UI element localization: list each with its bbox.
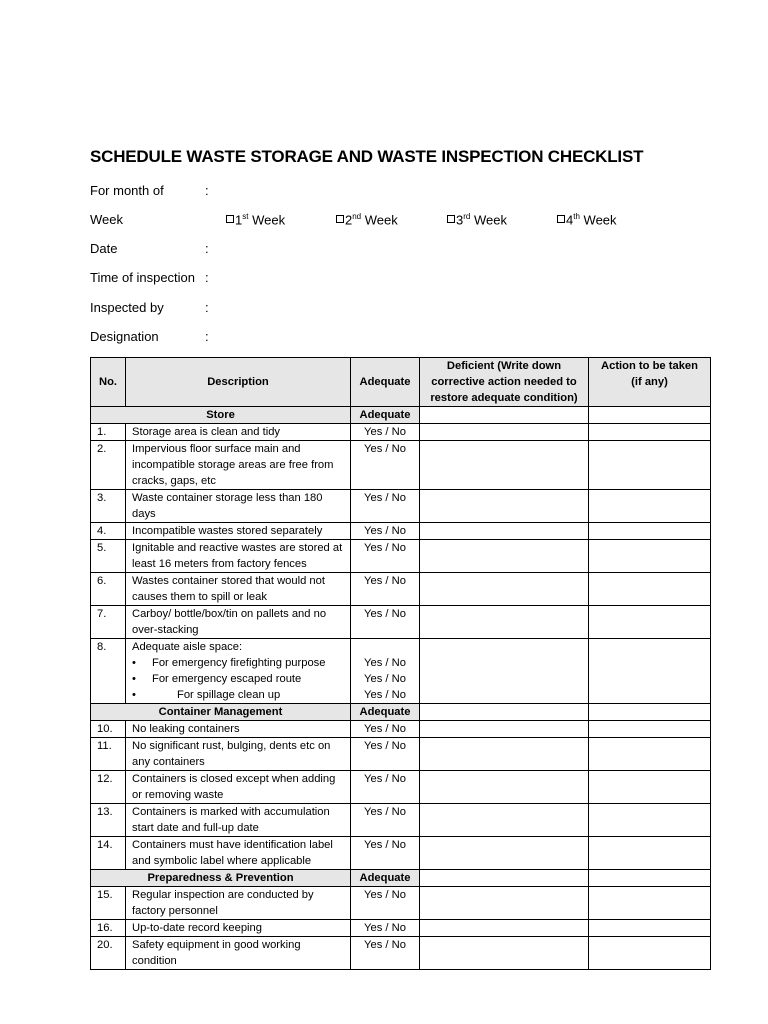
document-title: SCHEDULE WASTE STORAGE AND WASTE INSPECTION CHECKLIST (90, 147, 644, 166)
designation-colon: : (205, 329, 209, 344)
adequate-yes-no[interactable]: Yes / No (351, 771, 420, 804)
action-cell[interactable] (589, 606, 711, 639)
header-deficient: Deficient (Write down corrective action needed to restore adequate condition) (420, 358, 589, 407)
week-option-2[interactable]: 2nd Week (336, 212, 398, 227)
row-description (126, 639, 351, 704)
row-number: 14. (91, 837, 126, 870)
header-description: Description (126, 358, 351, 407)
adequate-yes-no[interactable]: Yes / No (351, 721, 420, 738)
date-field (90, 241, 209, 256)
row-description: Storage area is clean and tidy (126, 424, 351, 441)
row-number: 2. (91, 441, 126, 490)
deficient-cell[interactable] (420, 887, 589, 920)
deficient-cell[interactable] (420, 540, 589, 573)
action-cell[interactable] (589, 490, 711, 523)
table-row (91, 441, 711, 490)
row-number: 11. (91, 738, 126, 771)
row-description: Incompatible wastes stored separately (126, 523, 351, 540)
adequate-yes-no[interactable]: Yes / No (351, 573, 420, 606)
deficient-cell[interactable] (420, 920, 589, 937)
table-row (91, 721, 711, 738)
deficient-cell[interactable] (420, 837, 589, 870)
action-cell[interactable] (589, 870, 711, 887)
action-cell[interactable] (589, 441, 711, 490)
deficient-cell[interactable] (420, 639, 589, 704)
action-cell[interactable] (589, 639, 711, 704)
adequate-yes-no[interactable]: Yes / No (351, 540, 420, 573)
date-colon: : (205, 241, 209, 256)
row-description: Containers must have identification label and symbolic label where applicable (126, 837, 351, 870)
adequate-yes-no[interactable]: Yes / No (351, 424, 420, 441)
action-cell[interactable] (589, 920, 711, 937)
deficient-cell[interactable] (420, 721, 589, 738)
table-row (91, 920, 711, 937)
checkbox-icon[interactable] (226, 215, 234, 223)
action-cell[interactable] (589, 738, 711, 771)
deficient-cell[interactable] (420, 738, 589, 771)
table-row (91, 887, 711, 920)
row-description: Impervious floor surface main and incompatible storage areas are free from cracks, gaps, etc (126, 441, 351, 490)
section-adequate: Adequate (351, 407, 420, 424)
row-number: 1. (91, 424, 126, 441)
time-label: Time of inspection (90, 270, 196, 285)
designation-label: Designation (90, 329, 159, 344)
row-number: 4. (91, 523, 126, 540)
deficient-cell[interactable] (420, 937, 589, 970)
inspected-field (90, 300, 209, 315)
month-colon: : (205, 183, 209, 198)
table-row (91, 837, 711, 870)
adequate-yes-no[interactable]: Yes / No (351, 887, 420, 920)
adequate-yes-no[interactable]: Yes / No (351, 441, 420, 490)
section-adequate: Adequate (351, 704, 420, 721)
checkbox-icon[interactable] (557, 215, 565, 223)
adequate-yes-no[interactable]: Yes / No (351, 804, 420, 837)
deficient-cell[interactable] (420, 523, 589, 540)
row-number: 7. (91, 606, 126, 639)
table-row (91, 606, 711, 639)
deficient-cell[interactable] (420, 804, 589, 837)
adequate-yes-no[interactable]: Yes / No (351, 738, 420, 771)
action-cell[interactable] (589, 837, 711, 870)
row-description: Containers is closed except when adding or removing waste (126, 771, 351, 804)
adequate-yes-no[interactable]: Yes / No (351, 606, 420, 639)
bullet-item: • For spillage clean up (132, 689, 281, 701)
row-description: No leaking containers (126, 721, 351, 738)
adequate-yes-no[interactable]: Yes / No (351, 837, 420, 870)
deficient-cell[interactable] (420, 704, 589, 721)
adequate-yes-no[interactable]: Yes / No (351, 937, 420, 970)
checkbox-icon[interactable] (447, 215, 455, 223)
action-cell[interactable] (589, 573, 711, 606)
designation-field (90, 329, 209, 344)
header-no: No. (91, 358, 126, 407)
row-number: 12. (91, 771, 126, 804)
table-row (91, 937, 711, 970)
table-row (91, 523, 711, 540)
deficient-cell[interactable] (420, 771, 589, 804)
section-row-prevention (91, 870, 711, 887)
table-row (91, 540, 711, 573)
row-number: 8. (91, 639, 126, 704)
checkbox-icon[interactable] (336, 215, 344, 223)
week-option-3[interactable]: 3rd Week (447, 212, 507, 227)
inspected-label: Inspected by (90, 300, 164, 315)
section-title: Container Management (91, 704, 351, 721)
action-cell[interactable] (589, 424, 711, 441)
adequate-yes-no[interactable]: Yes / No (351, 920, 420, 937)
action-cell[interactable] (589, 721, 711, 738)
table-row (91, 573, 711, 606)
row-number: 3. (91, 490, 126, 523)
action-cell[interactable] (589, 937, 711, 970)
table-row (91, 424, 711, 441)
row-description: Waste container storage less than 180 days (126, 490, 351, 523)
deficient-cell[interactable] (420, 424, 589, 441)
action-cell[interactable] (589, 540, 711, 573)
action-cell[interactable] (589, 407, 711, 424)
table-row (91, 639, 711, 704)
row-number: 16. (91, 920, 126, 937)
row-number: 20. (91, 937, 126, 970)
deficient-cell[interactable] (420, 490, 589, 523)
action-cell[interactable] (589, 771, 711, 804)
row-number: 10. (91, 721, 126, 738)
section-row-store (91, 407, 711, 424)
row-description: Containers is marked with accumulation start date and full-up date (126, 804, 351, 837)
adequate-yes-no[interactable]: Yes / No (351, 490, 420, 523)
inspected-colon: : (205, 300, 209, 315)
month-label: For month of (90, 183, 164, 198)
inspection-table (90, 357, 711, 970)
month-field (90, 183, 209, 198)
week-option-4[interactable]: 4th Week (557, 212, 617, 227)
table-row (91, 490, 711, 523)
row-description: Wastes container stored that would not causes them to spill or leak (126, 573, 351, 606)
adequate-yes-no[interactable]: Yes / No (364, 689, 406, 701)
deficient-cell[interactable] (420, 407, 589, 424)
date-label: Date (90, 241, 118, 256)
week-field (90, 212, 123, 227)
table-header-row (91, 358, 711, 407)
table-row (91, 771, 711, 804)
deficient-cell[interactable] (420, 441, 589, 490)
deficient-cell[interactable] (420, 606, 589, 639)
adequate-yes-no[interactable]: Yes / No (351, 523, 420, 540)
row-description: Carboy/ bottle/box/tin on pallets and no over-stacking (126, 606, 351, 639)
deficient-cell[interactable] (420, 573, 589, 606)
row-number: 5. (91, 540, 126, 573)
adequate-yes-no[interactable]: Yes / No (364, 657, 406, 669)
section-title: Preparedness & Prevention (91, 870, 351, 887)
bullet-item: • For emergency firefighting purpose (132, 657, 326, 669)
row-description: Safety equipment in good working condition (126, 937, 351, 970)
deficient-cell[interactable] (420, 870, 589, 887)
row-number: 6. (91, 573, 126, 606)
time-field (90, 270, 209, 285)
action-cell[interactable] (589, 704, 711, 721)
section-title: Store (91, 407, 351, 424)
row-description: Ignitable and reactive wastes are stored at least 16 meters from factory fences (126, 540, 351, 573)
row-description-lead: Adequate aisle space: (132, 641, 243, 653)
row-description: No significant rust, bulging, dents etc on any containers (126, 738, 351, 771)
time-colon: : (205, 270, 209, 285)
row-description: Regular inspection are conducted by factory personnel (126, 887, 351, 920)
action-cell[interactable] (589, 887, 711, 920)
header-action: Action to be taken (if any) (589, 358, 711, 407)
bullet-item: • For emergency escaped route (132, 673, 302, 685)
header-adequate: Adequate (351, 358, 420, 407)
section-row-container (91, 704, 711, 721)
row-number: 15. (91, 887, 126, 920)
action-cell[interactable] (589, 804, 711, 837)
adequate-yes-no-group (351, 639, 420, 704)
section-adequate: Adequate (351, 870, 420, 887)
table-row (91, 738, 711, 771)
adequate-yes-no[interactable]: Yes / No (364, 673, 406, 685)
row-number: 13. (91, 804, 126, 837)
week-label: Week (90, 212, 123, 227)
action-cell[interactable] (589, 523, 711, 540)
table-row (91, 804, 711, 837)
week-option-1[interactable]: 1st Week (226, 212, 285, 227)
row-description: Up-to-date record keeping (126, 920, 351, 937)
